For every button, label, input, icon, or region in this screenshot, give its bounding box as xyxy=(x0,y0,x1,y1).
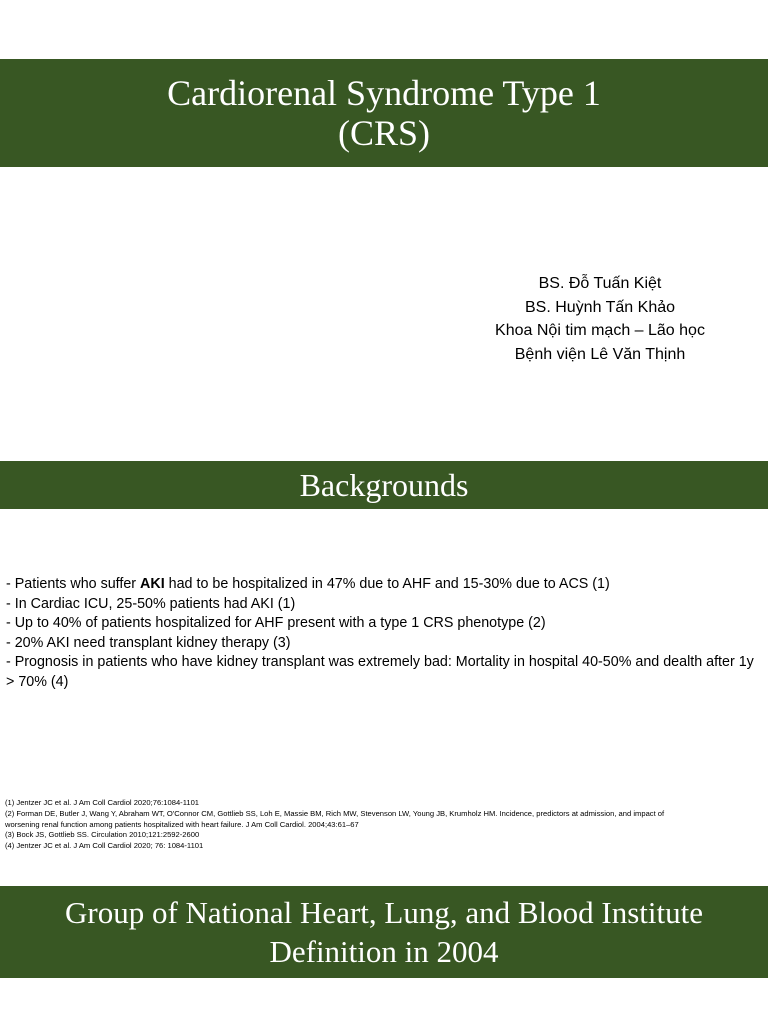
reference-1: (1) Jentzer JC et al. J Am Coll Cardiol 2020;76:1084-1101 xyxy=(5,798,200,807)
bullet-item-3: - Up to 40% of patients hospitalized for AHF present with a type 1 CRS phenotype (2) xyxy=(6,615,546,632)
backgrounds-heading-band xyxy=(0,461,768,509)
slide-title-line-1: Cardiorenal Syndrome Type 1 xyxy=(167,73,601,113)
bullet-1-prefix: - Patients who suffer xyxy=(6,576,141,592)
nhlbi-heading-band xyxy=(0,886,768,978)
background-bullet-list xyxy=(6,575,766,693)
reference-list xyxy=(5,798,765,852)
author-block xyxy=(430,272,768,366)
bullet-item-5: - Prognosis in patients who have kidney transplant was extremely bad: Mortality in hospital 40-50% and dealth after 1y > 70% (4) xyxy=(6,654,754,690)
bullet-1-suffix: had to be hospitalized in 47% due to AHF and 15-30% due to ACS (1) xyxy=(164,576,610,592)
reference-3: (3) Bock JS, Gottlieb SS. Circulation 2010;121:2592-2600 xyxy=(5,830,200,840)
author-1: BS. Đỗ Tuấn Kiệt xyxy=(538,275,662,292)
slide-title-band xyxy=(0,59,768,167)
reference-2: (2) Forman DE, Butler J, Wang Y, Abraham WT, O'Connor CM, Gottlieb SS, Loh E, Massie BM, Rich MW, Stevenson LW, Young JB, Krumholz HM. Incidence, predictors at admission, and impact of xyxy=(5,808,665,818)
bullet-1-bold-term: AKI xyxy=(140,576,165,592)
reference-4: (4) Jentzer JC et al. J Am Coll Cardiol 2020; 76: 1084-1101 xyxy=(5,841,204,851)
slide-title-line-2: (CRS) xyxy=(337,113,431,153)
bullet-item-1 xyxy=(6,575,766,595)
backgrounds-heading: Backgrounds xyxy=(299,466,469,503)
nhlbi-heading-line-2: Definition in 2004 xyxy=(269,934,499,969)
bullet-item-4: - 20% AKI need transplant kidney therapy (3) xyxy=(6,634,291,651)
reference-2-continued: worsening renal function among patients hospitalized with heart failure. J Am Coll Cardiol. 2004;43:61–67 xyxy=(5,819,359,829)
nhlbi-heading-line-1: Group of National Heart, Lung, and Blood Institute xyxy=(65,895,703,930)
author-hospital: Bệnh viện Lê Văn Thịnh xyxy=(514,345,686,363)
author-2: BS. Huỳnh Tấn Khảo xyxy=(524,298,676,316)
author-department: Khoa Nội tim mạch – Lão học xyxy=(495,322,705,339)
bullet-item-2: - In Cardiac ICU, 25-50% patients had AKI (1) xyxy=(6,595,296,612)
